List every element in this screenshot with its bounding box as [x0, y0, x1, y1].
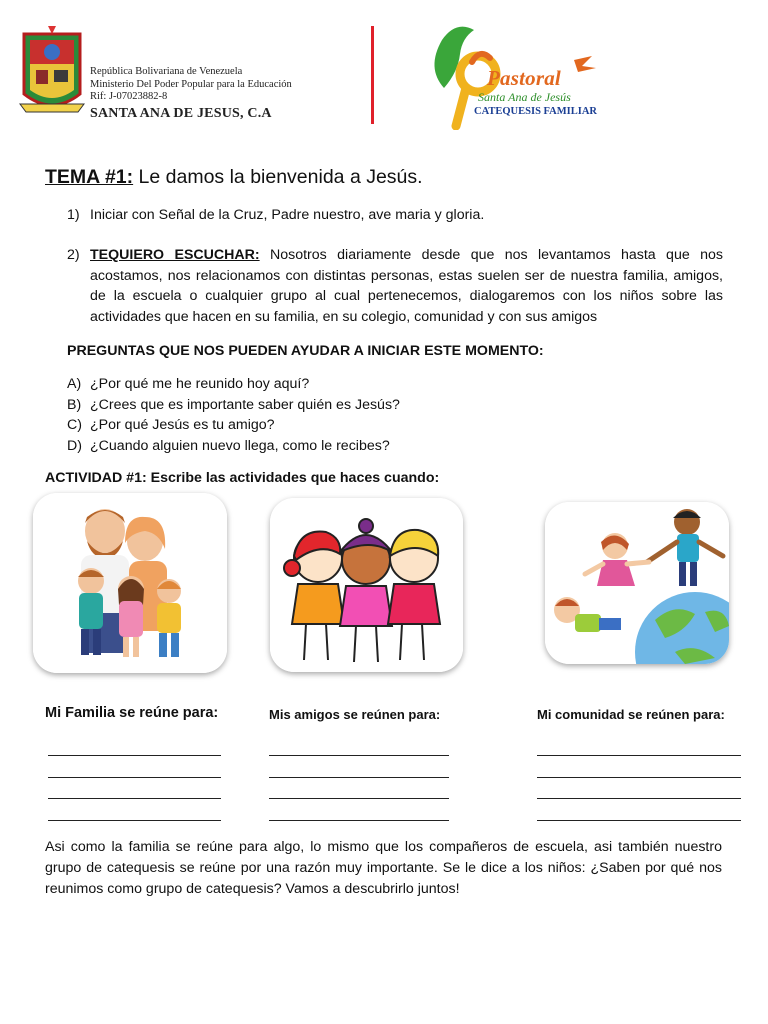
item-bold-label: TEQUIERO ESCUCHAR:	[90, 247, 260, 263]
school-line-country: República Bolivariana de Venezuela	[90, 66, 243, 77]
answer-line[interactable]	[537, 755, 741, 756]
community-illustration	[545, 502, 729, 664]
question-text: ¿Por qué Jesús es tu amigo?	[90, 417, 275, 434]
item-text: Iniciar con Señal de la Cruz, Padre nuestro, ave maria y gloria.	[90, 207, 485, 223]
question-letter: B)	[67, 396, 82, 413]
item-body: Nosotros diariamente desde que nos levantamos hasta que nos acostamos, nos relacionamos con distintas personas, estas suelen ser de nuestra familia, amigos, de la escuela o cualquier grupo al cual pertenecemos, dialogaremos con los niños sobre las actividades que hacen en su familia, en su colegio, comunidad y con sus amigos	[90, 247, 723, 325]
question-letter: D)	[67, 437, 82, 454]
answer-line[interactable]	[48, 798, 221, 799]
answer-line[interactable]	[48, 755, 221, 756]
school-line-ministry: Ministerio Del Poder Popular para la Educación	[90, 78, 292, 90]
pastoral-subtitle: Santa Ana de Jesús	[478, 90, 571, 104]
answer-line[interactable]	[269, 777, 449, 778]
answer-line[interactable]	[537, 777, 741, 778]
community-heading: Mi comunidad se reúnen para:	[537, 707, 725, 722]
school-seal-logo	[18, 24, 86, 120]
school-line-rif: Rif: J-07023882-8	[90, 91, 168, 102]
school-name: SANTA ANA DE JESUS, C.A	[90, 105, 272, 121]
family-illustration	[33, 493, 227, 673]
tema-label: TEMA #1:	[45, 166, 134, 188]
tema-title: Le damos la bienvenida a Jesús.	[133, 166, 423, 188]
list-item-1	[67, 205, 723, 226]
answer-line[interactable]	[537, 798, 741, 799]
preguntas-title: PREGUNTAS QUE NOS PUEDEN AYUDAR A INICIAR ESTE MOMENTO:	[67, 343, 544, 359]
question-text: ¿Crees que es importante saber quién es Jesús?	[90, 396, 400, 413]
actividad-title: ACTIVIDAD #1: Escribe las actividades que haces cuando:	[45, 470, 440, 486]
closing-paragraph: Asi como la familia se reúne para algo, lo mismo que los compañeros de escuela, asi también nuestro grupo de catequesis se reúne por una razón muy importante. Se le dice a los niños: ¿Saben por qué nos reunimos como grupo de catequesis? Vamos a descubrirlo juntos!	[45, 839, 722, 897]
question-text: ¿Cuando alguien nuevo llega, como le recibes?	[90, 437, 390, 454]
question-text: ¿Por qué me he reunido hoy aquí?	[90, 376, 310, 392]
answer-line[interactable]	[48, 777, 221, 778]
tema-heading	[45, 166, 423, 189]
question-item	[67, 415, 400, 436]
family-heading: Mi Familia se reúne para:	[45, 705, 219, 721]
friends-illustration	[270, 498, 463, 672]
friends-heading: Mis amigos se reúnen para:	[269, 707, 441, 722]
question-item	[67, 374, 400, 395]
school-header	[90, 66, 292, 122]
pastoral-title: Pastoral	[487, 66, 561, 90]
question-letter: C)	[67, 417, 82, 434]
answer-line[interactable]	[269, 820, 449, 821]
list-item-2	[67, 245, 723, 327]
item-text	[90, 245, 723, 327]
question-item	[67, 395, 400, 416]
answer-line[interactable]	[537, 820, 741, 821]
item-number: 1)	[67, 207, 80, 223]
preguntas-list	[67, 374, 400, 456]
question-letter: A)	[67, 376, 82, 392]
answer-line[interactable]	[269, 798, 449, 799]
item-number: 2)	[67, 247, 80, 263]
pastoral-catequesis: CATEQUESIS FAMILIAR	[474, 106, 598, 117]
answer-line[interactable]	[269, 755, 449, 756]
answer-line[interactable]	[48, 820, 221, 821]
header-divider	[371, 26, 374, 124]
question-item	[67, 436, 400, 457]
